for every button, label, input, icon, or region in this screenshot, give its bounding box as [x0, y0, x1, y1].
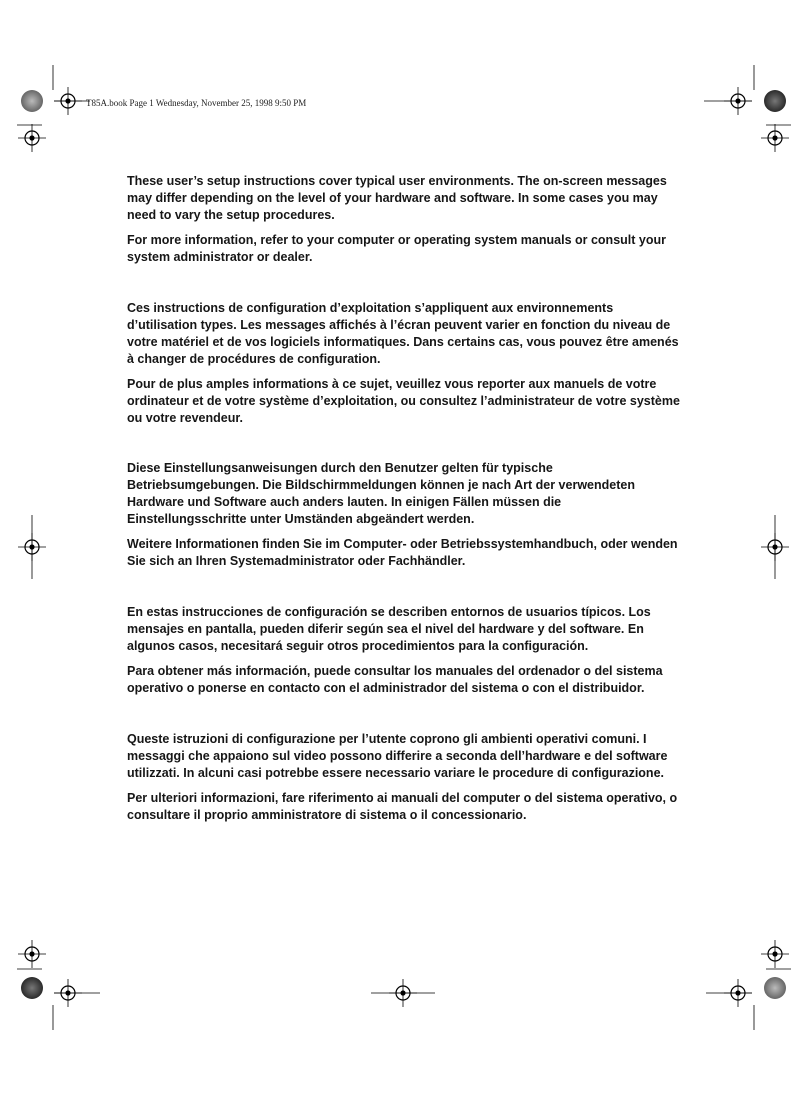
paragraph: These user’s setup instructions cover typical user environments. The on-screen messages may differ depending on the level of your hardware and software. In some cases you may need to vary the setup procedures. — [127, 174, 667, 222]
paragraph: For more information, refer to your computer or operating system manuals or consult your system administrator or dealer. — [127, 233, 666, 264]
paragraph: Diese Einstellungsanweisungen durch den Benutzer gelten für typische Betriebsumgebungen. Die Bildschirmmeldungen können je nach Art der verwendeten Hardware und Software auch anders lauten. In einigen Fällen müssen die Einstellungsschritte unter Umständen abgeändert werden. — [127, 461, 635, 526]
section-spanish — [127, 604, 682, 697]
density-swatch — [764, 90, 786, 112]
density-swatch — [21, 90, 43, 112]
instructions-body — [127, 173, 682, 824]
registration-mark — [761, 124, 789, 152]
paragraph: Weitere Informationen finden Sie im Computer- oder Betriebssystemhandbuch, oder wenden Sie sich an Ihren Systemadministrator oder Fachhändler. — [127, 537, 678, 568]
paragraph: Pour de plus amples informations à ce sujet, veuillez vous reporter aux manuels de votre ordinateur et de votre système d’exploitation, ou consultez l’administrateur de votre système ou votre revendeur. — [127, 377, 680, 425]
paragraph: Para obtener más información, puede consultar los manuales del ordenador o del sistema operativo o ponerse en contacto con el administrador del sistema o con el distribuidor. — [127, 664, 663, 695]
registration-mark — [18, 124, 46, 152]
paragraph: Per ulteriori informazioni, fare riferimento ai manuali del computer o del sistema operativo, o consultare il proprio amministratore di sistema o il concessionario. — [127, 791, 678, 822]
density-swatch — [21, 977, 43, 999]
paragraph: Ces instructions de configuration d’exploitation s’appliquent aux environnements d’utilisation types. Les messages affichés à l’écran peuvent varier en fonction du niveau de votre matériel et de vos logiciels informatiques. Dans certains cas, vous pouvez être amenés à changer de procédures de configuration. — [127, 301, 679, 366]
print-slug: T85A.book Page 1 Wednesday, November 25, 1998 9:50 PM — [86, 98, 307, 108]
paragraph: Queste istruzioni di configurazione per l’utente coprono gli ambienti operativi comuni. I messaggi che appaiono sul video possono differire a seconda dell’hardware e del software utilizzati. In alcuni casi potrebbe essere necessario variare le procedure di configurazione. — [127, 732, 668, 780]
section-english — [127, 173, 682, 266]
registration-mark — [18, 940, 46, 968]
section-italian — [127, 731, 682, 824]
paragraph: En estas instrucciones de configuración se describen entornos de usuarios típicos. Los mensajes en pantalla, pueden diferir según sea el nivel del hardware y del software. En algunos casos, necesitará seguir otros procedimientos para la configuración. — [127, 605, 651, 653]
density-swatch — [764, 977, 786, 999]
section-german — [127, 460, 682, 570]
section-french — [127, 300, 682, 427]
registration-mark — [761, 940, 789, 968]
